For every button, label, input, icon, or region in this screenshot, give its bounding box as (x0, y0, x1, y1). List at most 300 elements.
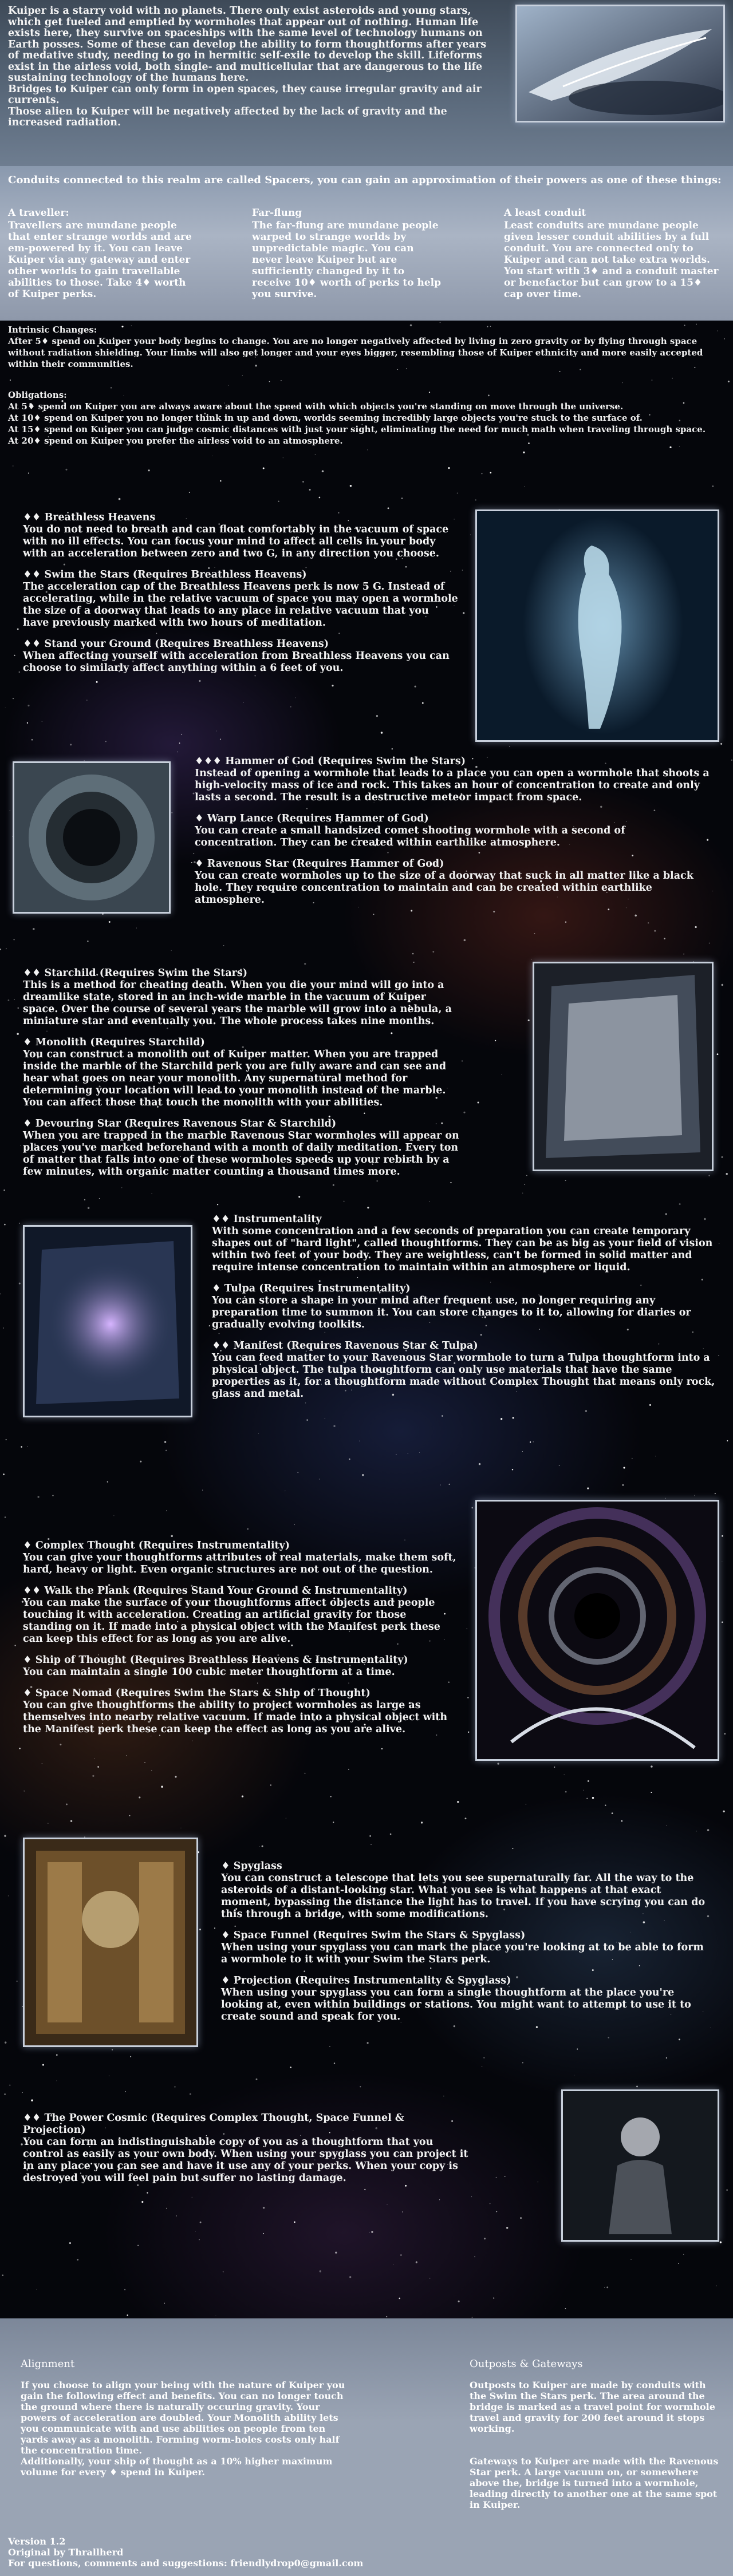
star-dot (256, 2079, 258, 2080)
star-dot (22, 2092, 23, 2093)
star-dot (27, 705, 29, 706)
option-traveller (8, 207, 197, 300)
star-dot (717, 1053, 719, 1055)
star-dot (623, 1467, 625, 1468)
star-dot (458, 2301, 460, 2302)
star-dot (605, 1805, 606, 1806)
star-dot (632, 1458, 633, 1459)
star-dot (306, 1419, 308, 1421)
star-dot (723, 1811, 724, 1812)
star-dot (622, 382, 623, 383)
star-dot (666, 1825, 667, 1826)
perk-text: You can create wormholes up to the size of a doorway that suck in all matter like a black hole. They require concentration to maintain and can be created within earthlike atmosphere. (195, 870, 693, 906)
star-dot (109, 921, 111, 923)
star-dot (304, 963, 306, 965)
perk-text: You do not need to breath and can float comfortably in the vacuum of space with no ill effects. You can focus your mind to affect all cells in your body with an acceleration between zero and two G, in any direction you choose. (23, 524, 449, 559)
perk-text: The acceleration cap of the Breathless Heavens perk is now 5 G. Instead of accelerating, while in the relative vacuum of space you may open a wormhole the size of a doorway that leads to any place in relative vacuum that you have previously marked with two hours of meditation. (23, 581, 458, 629)
star-dot (13, 939, 15, 941)
star-dot (726, 1173, 727, 1175)
perk-group-power-cosmic (23, 2112, 470, 2194)
star-dot (724, 338, 725, 339)
star-dot (648, 922, 649, 923)
star-dot (309, 489, 311, 491)
star-dot (512, 1848, 513, 1849)
wormhole-tunnel-image (13, 761, 171, 914)
star-dot (495, 1040, 496, 1041)
star-dot (512, 1469, 513, 1470)
obligation-item: At 10♦ spend on Kuiper you no longer think in up and down, worlds seeming incredibly large objects you're stuck to the surface of. (8, 413, 643, 423)
star-dot (17, 1033, 19, 1035)
star-dot (592, 1797, 594, 1799)
star-dot (214, 1927, 215, 1929)
star-dot (565, 2308, 566, 2309)
star-dot (190, 2093, 191, 2095)
star-dot (140, 1461, 141, 1463)
star-dot (144, 1762, 145, 1763)
star-dot (171, 950, 172, 951)
star-dot (585, 1410, 587, 1412)
star-dot (468, 1732, 469, 1733)
perk-walk-the-plank (23, 1585, 458, 1645)
perk-title: ♦♦ The Power Cosmic (Requires Complex Thought, Space Funnel & Projection) (23, 2112, 404, 2136)
star-dot (9, 2085, 10, 2086)
option-text: Least conduits are mundane people given lesser conduit abilities by a full conduit. You are connected only to Kuiper and can not take extra worlds. You start with 3♦ and a conduit master or benefactor but can grow to a 15♦ cap over time. (504, 220, 719, 300)
star-dot (6, 1439, 7, 1440)
star-dot (439, 2199, 440, 2200)
perk-text: You can feed matter to your Ravenous Star wormhole to turn a Tulpa thoughtform into a physical object. The tulpa thoughtform can only use materials that have the same properties as it, for a thoughtform made without Complex Thought that means only rock, glass and metal. (212, 1352, 715, 1400)
star-dot (726, 2190, 727, 2191)
star-dot (177, 752, 178, 753)
star-dot (622, 1484, 624, 1485)
star-dot (399, 2298, 400, 2300)
star-dot (464, 939, 466, 942)
star-dot (707, 1829, 710, 1831)
star-dot (13, 698, 14, 699)
star-dot (559, 371, 561, 372)
star-dot (247, 1528, 249, 1530)
star-dot (124, 2289, 125, 2290)
star-dot (298, 1196, 300, 1198)
star-dot (683, 2254, 684, 2255)
star-dot (278, 501, 279, 502)
option-text: The far-flung are mundane people warped to strange worlds by unpredictable magic. You can never leave Kuiper but are sufficiently changed by it to receive 10♦ worth of perks to help you survive. (252, 220, 442, 300)
star-dot (130, 2056, 131, 2057)
star-dot (586, 1798, 588, 1799)
perk-projection (221, 1975, 714, 2023)
star-dot (334, 2063, 335, 2064)
perk-text: When using your spyglass you can form a single thoughtform at the place you're looking at, even within buildings or stations. You might want to attempt to use it to create sound and speak for you. (221, 1987, 691, 2022)
perk-title: ♦ Warp Lance (Requires Hammer of God) (195, 813, 429, 824)
perk-group-movement (23, 512, 458, 683)
star-dot (402, 2211, 403, 2212)
star-dot (86, 700, 88, 701)
star-dot (20, 1145, 21, 1146)
perk-title: ♦ Spyglass (221, 1860, 282, 1872)
star-dot (530, 1441, 531, 1443)
star-dot (259, 1846, 260, 1847)
perk-instrumentality (212, 1214, 716, 1274)
intro-paragraph: Bridges to Kuiper can only form in open spaces, they cause irregular gravity and air currents. (8, 83, 482, 106)
perk-space-nomad (23, 1688, 458, 1736)
obligations (8, 389, 724, 447)
star-dot (381, 732, 383, 734)
star-dot (715, 1493, 716, 1494)
star-dot (471, 1507, 472, 1508)
star-dot (664, 938, 665, 939)
star-dot (119, 498, 121, 500)
perk-title: ♦ Devouring Star (Requires Ravenous Star & Starchild) (23, 1118, 337, 1129)
star-dot (471, 2196, 472, 2197)
intrinsic-title: Intrinsic Changes: (8, 325, 97, 335)
star-dot (525, 1184, 526, 1185)
star-dot (8, 1895, 9, 1896)
star-dot (200, 2222, 202, 2223)
perk-title: ♦ Tulpa (Requires Instrumentality) (212, 1283, 411, 1294)
option-far-flung (252, 207, 441, 300)
star-dot (367, 449, 368, 450)
star-dot (432, 951, 434, 953)
star-dot (718, 1355, 719, 1356)
star-dot (175, 1776, 176, 1777)
star-dot (695, 926, 696, 928)
perk-swim-the-stars (23, 569, 458, 629)
star-dot (0, 949, 1, 950)
perk-text: When affecting yourself with acceleration from Breathless Heavens you can choose to similarly affect anything within a 6 feet of you. (23, 650, 450, 674)
star-dot (99, 1198, 100, 1199)
star-dot (66, 1803, 68, 1805)
star-dot (388, 507, 389, 509)
star-dot (513, 1417, 514, 1419)
star-dot (181, 734, 182, 735)
star-dot (65, 469, 67, 471)
star-dot (42, 2064, 44, 2066)
star-dot (400, 2254, 401, 2255)
star-dot (263, 2233, 264, 2234)
star-dot (129, 1815, 131, 1816)
perk-tulpa (212, 1283, 716, 1331)
star-dot (386, 2316, 387, 2317)
star-dot (720, 2241, 722, 2243)
star-dot (449, 1484, 450, 1485)
perk-title: ♦ Monolith (Requires Starchild) (23, 1037, 205, 1048)
star-dot (151, 1193, 152, 1194)
star-dot (722, 1621, 723, 1623)
star-dot (465, 1818, 467, 1819)
perk-title: ♦♦ Breathless Heavens (23, 512, 156, 523)
perk-starchild (23, 967, 464, 1028)
star-dot (724, 1733, 726, 1735)
star-dot (520, 2217, 522, 2219)
perk-title: ♦ Complex Thought (Requires Instrumentality) (23, 1540, 290, 1551)
glass-cube-image (533, 962, 714, 1171)
option-title: Far-flung (252, 207, 302, 219)
option-title: A least conduit (504, 207, 586, 219)
star-dot (126, 1755, 127, 1756)
star-dot (522, 2063, 523, 2064)
star-dot (31, 2099, 33, 2101)
conduit-intro: Conduits connected to this realm are called Spacers, you can gain an approximation of their powers as one of these things: (8, 174, 722, 186)
star-dot (17, 629, 19, 630)
perk-group-thoughtforms (212, 1214, 716, 1409)
star-dot (422, 702, 424, 704)
contact-label: For questions, comments and suggestions: friendlydrop0@gmail.com (8, 2558, 364, 2569)
star-dot (189, 492, 190, 493)
star-dot (136, 928, 137, 929)
star-dot (367, 1207, 369, 1208)
star-dot (92, 1775, 94, 1777)
star-dot (10, 380, 11, 381)
star-dot (679, 1203, 681, 1205)
star-dot (563, 1775, 565, 1776)
star-dot (223, 945, 224, 946)
perk-monolith (23, 1037, 464, 1109)
perk-spyglass (221, 1860, 714, 1921)
star-dot (320, 2270, 322, 2273)
star-dot (70, 744, 72, 745)
star-dot (164, 1441, 166, 1443)
star-dot (14, 999, 15, 1000)
outposts-title: Outposts & Gateways (470, 2358, 583, 2370)
star-dot (604, 2287, 605, 2288)
star-dot (369, 1835, 371, 1836)
star-dot (349, 1459, 350, 1460)
star-dot (4, 1224, 6, 1226)
star-dot (4, 1835, 6, 1836)
star-dot (295, 697, 296, 698)
star-dot (3, 1327, 4, 1329)
perk-warp-lance (195, 813, 710, 849)
star-dot (481, 473, 482, 474)
star-dot (294, 1524, 295, 1525)
star-dot (565, 1791, 567, 1793)
star-dot (401, 497, 403, 499)
star-dot (263, 468, 265, 469)
star-dot (8, 999, 10, 1001)
star-dot (70, 1820, 72, 1822)
spaceship-image (515, 5, 725, 123)
perk-group-rebirth (23, 967, 464, 1187)
perk-text: You can create a small handsized comet shooting wormhole with a second of concentration. They can be created within earthlike atmosphere. (195, 825, 625, 848)
star-dot (269, 381, 270, 382)
perk-ship-of-thought (23, 1654, 458, 1678)
star-dot (381, 1748, 383, 1749)
star-dot (27, 722, 28, 724)
star-dot (440, 1484, 441, 1485)
star-dot (335, 2251, 337, 2253)
star-dot (69, 2242, 71, 2244)
star-dot (651, 1765, 653, 1768)
star-dot (195, 2231, 196, 2232)
star-dot (392, 748, 393, 749)
star-dot (415, 686, 416, 688)
star-dot (467, 1697, 468, 1698)
star-dot (199, 1929, 201, 1930)
conduit-panel (0, 166, 733, 321)
option-least-conduit (504, 207, 722, 300)
star-dot (290, 706, 291, 708)
perk-text: With some concentration and a few seconds of preparation you can create temporary shapes out of "hard light", called thoughtforms. They can be as big as your field of vision within two feet of your body. They are weightless, can't be formed in solid matter and require intense concentration to maintain within an atmosphere or liquid. (212, 1226, 713, 1273)
star-dot (565, 922, 566, 923)
perk-complex-thought (23, 1540, 458, 1576)
star-dot (165, 1450, 167, 1452)
star-dot (344, 1201, 345, 1202)
star-dot (457, 1801, 459, 1803)
star-dot (679, 2038, 680, 2040)
star-dot (137, 2245, 138, 2246)
perk-text: You can make the surface of your thoughtforms affect objects and people touching it with acceleration. Creating an artificial gravity for those standing on it. If made into a physical object with the Manifest perk these can keep this effect for as long as you are alive. (23, 1597, 440, 1645)
star-dot (3, 1473, 5, 1475)
star-dot (21, 1446, 22, 1448)
perk-text: You can maintain a single 100 cubic meter thoughtform at a time. (23, 1666, 395, 1678)
star-dot (4, 2093, 6, 2095)
star-dot (220, 738, 221, 740)
star-dot (297, 1472, 298, 1473)
star-dot (360, 2086, 361, 2087)
alignment-title: Alignment (21, 2358, 75, 2370)
intro-panel (0, 0, 733, 166)
perk-the-power-cosmic (23, 2112, 470, 2184)
perk-text: You can form an indistinguishable copy of you as a thoughtform that you control as easily as your own body. When using your spyglass you can project it in any place you can see and have it use any of your perks. When your copy is destroyed you will feel pain but suffer no lasting damage. (23, 2136, 468, 2184)
star-dot (329, 2046, 330, 2047)
star-dot (223, 2271, 224, 2273)
star-dot (139, 1796, 140, 1798)
star-dot (31, 739, 33, 741)
star-dot (171, 812, 172, 813)
star-dot (36, 2289, 37, 2290)
star-dot (683, 954, 684, 955)
star-dot (121, 1187, 122, 1188)
star-dot (97, 1766, 98, 1767)
star-dot (376, 715, 378, 717)
star-dot (17, 1008, 18, 1009)
star-dot (506, 2227, 508, 2229)
star-dot (727, 1440, 728, 1441)
star-dot (694, 1495, 695, 1496)
star-dot (19, 1282, 21, 1284)
star-dot (419, 1452, 420, 1453)
star-dot (77, 2259, 78, 2261)
floating-figure-image (475, 509, 719, 742)
star-dot (166, 2208, 167, 2209)
star-dot (33, 928, 35, 930)
star-dot (474, 2257, 475, 2258)
star-dot (332, 685, 333, 686)
star-dot (362, 1474, 364, 1476)
star-dot (505, 2176, 506, 2177)
star-dot (209, 1325, 210, 1326)
star-dot (105, 741, 107, 742)
obligation-item: At 20♦ spend on Kuiper you prefer the airless void to an atmosphere. (8, 436, 343, 446)
star-dot (350, 485, 352, 487)
star-dot (179, 742, 180, 744)
outposts-section (470, 2358, 722, 2510)
author-label: Original by Thrallherd (8, 2547, 124, 2558)
star-dot (672, 378, 673, 379)
star-dot (457, 492, 458, 493)
perk-text: You can give your thoughtforms attributes of real materials, make them soft, hard, heavy or light. Even organic structures are not out of the question. (23, 1552, 456, 1575)
star-dot (708, 1175, 710, 1176)
star-dot (113, 1515, 114, 1516)
star-dot (319, 497, 321, 499)
obligations-title: Obligations: (8, 390, 67, 400)
perk-title: ♦ Ravenous Star (Requires Hammer of God) (195, 858, 444, 870)
star-dot (0, 1293, 1, 1294)
star-dot (522, 1451, 523, 1452)
intro-paragraph: Kuiper is a starry void with no planets. There only exist asteroids and young stars, which get fueled and emptied by wormholes that appear out of nothing. Human life exists here, they survive on spaceships with the same level of technology humans on Earth posses. Some of these can develop the ability to form thoughtforms after years of medative study, needing to go in hermitic self-exile to develop the skill. Lifeforms exist in the airless void, both single- and multicellular that are dangerous to the life sustaining technology of the humans here. (8, 5, 487, 84)
alignment-section (21, 2358, 353, 2478)
star-dot (442, 1415, 443, 1417)
star-dot (479, 1463, 480, 1465)
alignment-paragraph: Additionally, your ship of thought as a 10% higher maximum volume for every ♦ spend in Kuiper. (21, 2456, 333, 2478)
star-dot (242, 1795, 243, 1797)
star-dot (416, 2261, 417, 2263)
star-dot (220, 480, 222, 482)
perk-title: ♦ Space Nomad (Requires Swim the Stars & Ship of Thought) (23, 1688, 371, 1699)
star-dot (202, 1490, 203, 1491)
star-dot (722, 984, 723, 986)
perk-title: ♦ Space Funnel (Requires Swim the Stars & Spyglass) (221, 1930, 526, 1941)
star-dot (565, 1180, 566, 1181)
star-dot (3, 1190, 5, 1191)
star-dot (654, 930, 656, 932)
star-dot (621, 1820, 622, 1822)
star-dot (5, 1516, 6, 1518)
obligation-item: At 5♦ spend on Kuiper you are always aware about the speed with which objects you're standing on move through the universe. (8, 401, 624, 412)
star-dot (28, 473, 29, 474)
perk-group-wormholes (195, 756, 710, 915)
star-dot (216, 731, 217, 732)
star-dot (528, 1020, 530, 1021)
star-dot (608, 2037, 609, 2038)
perk-title: ♦ Ship of Thought (Requires Breathless Heavens & Instrumentality) (23, 1654, 408, 1666)
star-dot (322, 471, 324, 473)
footer-panel (0, 2318, 733, 2576)
perk-text: When you are trapped in the marble Ravenous Star wormholes will appear on places you've marked beforehand with a month of daily meditation. Every ton of matter that falls into one of these wormholes speeds up your rebirth by a few minutes, with organic matter counting a thousand times more. (23, 1130, 459, 1178)
option-text: Travellers are mundane people that enter strange worlds and are em-powered by it. You can leave Kuiper via any gateway and enter other worlds to gain travellable abilities to those. Take 4♦ worth of Kuiper perks. (8, 220, 192, 300)
intro-text (8, 6, 501, 129)
star-dot (348, 1769, 349, 1770)
star-dot (193, 793, 195, 795)
credits (8, 2536, 363, 2569)
perk-manifest (212, 1340, 716, 1400)
perk-stand-your-ground (23, 638, 458, 674)
star-dot (302, 481, 304, 483)
star-dot (270, 1784, 271, 1785)
star-dot (534, 933, 535, 934)
star-dot (678, 2263, 679, 2264)
star-dot (413, 962, 415, 963)
star-dot (731, 760, 732, 761)
star-dot (56, 2080, 57, 2081)
star-dot (606, 2286, 608, 2288)
perk-breathless-heavens (23, 512, 458, 560)
star-dot (333, 1425, 335, 1427)
star-dot (421, 1822, 423, 1823)
perk-text: You can give thoughtforms the ability to project wormholes as large as themselves into nearby relative vacuum. If made into a physical object with the Manifest perk these can keep the effect as long as you are alive. (23, 1700, 448, 1735)
star-dot (174, 2087, 175, 2088)
star-dot (652, 380, 653, 381)
star-dot (194, 854, 195, 855)
star-dot (161, 1786, 163, 1788)
star-dot (2, 2274, 4, 2276)
star-dot (583, 1790, 584, 1791)
perk-space-funnel (221, 1930, 714, 1966)
star-dot (199, 2239, 200, 2240)
star-dot (716, 2285, 717, 2286)
star-dot (37, 1496, 39, 1498)
perk-text: You can construct a telescope that lets you see supernaturally far. All the way to the asteroids of a distant-looking star. What you see is what happens at that exact moment, bypassing the distance the light has to travel. If you have scrying you can do this through a bridge, with some modifications. (221, 1872, 706, 1920)
version-label: Version 1.2 (8, 2536, 66, 2547)
